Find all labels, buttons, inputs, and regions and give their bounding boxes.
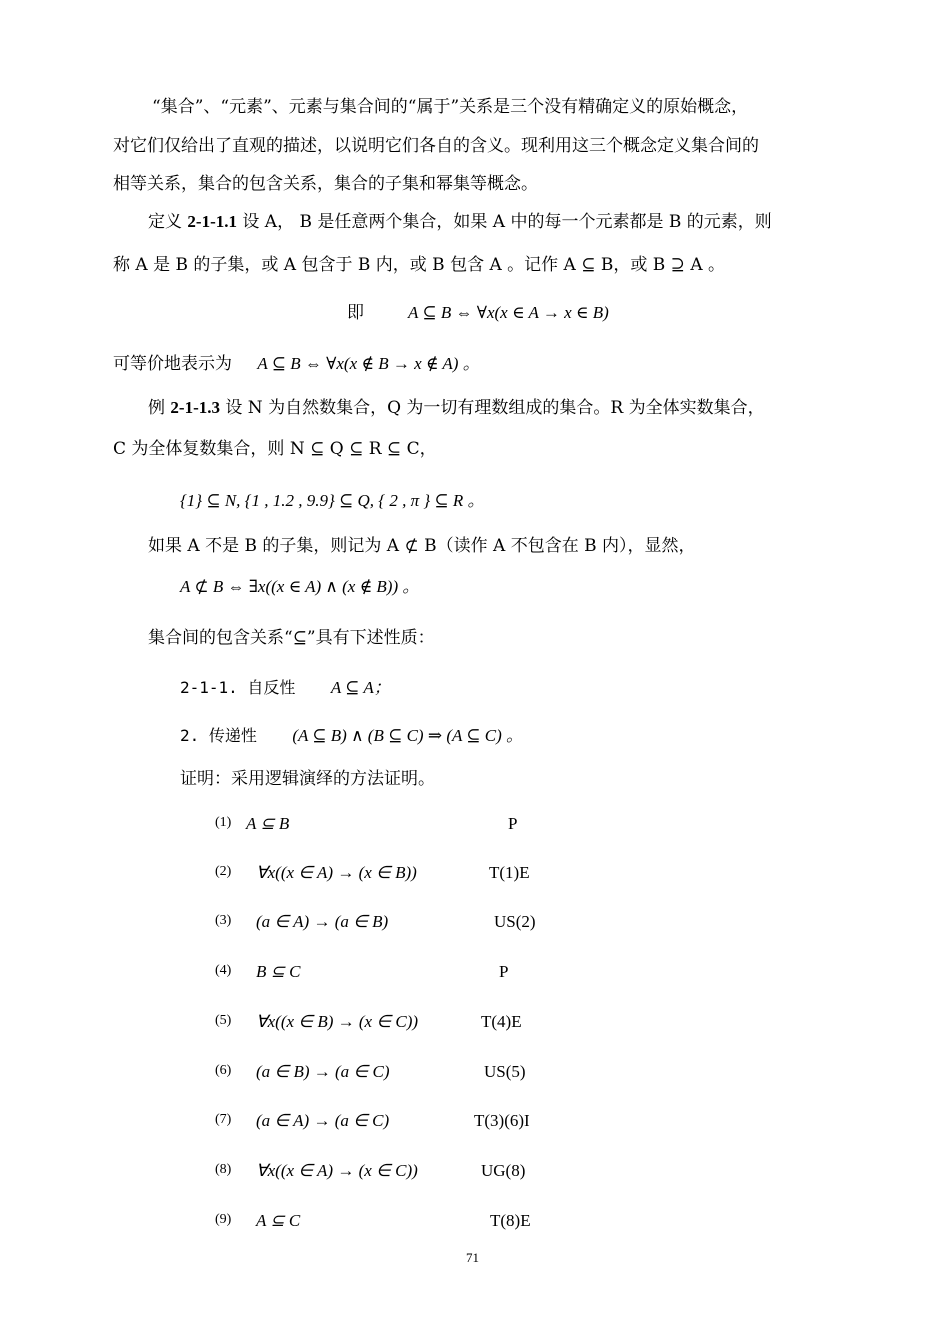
property-1-label: 2-1-1. 自反性 [180,678,296,697]
step-formula: ∀x((x ∈ B) → (x ∈ C)) [256,1012,419,1031]
step-number: (3) [215,913,232,928]
definition-prefix: 定义 [148,212,182,232]
equivalent-line [113,353,480,375]
intro-line-1: “集合”、“元素”、元素与集合间的“属于”关系是三个没有精确定义的原始概念， [152,97,749,117]
example-prefix: 例 [148,398,165,418]
equivalent-formula: A ⊆ B ⇔ ∀x(x ∉ B → x ∉ A) 。 [257,354,480,373]
definition-ji: 即 [347,303,364,323]
definition-line-2: 称 A 是 B 的子集，或 A 包含于 B 内，或 B 包含 A 。记作 A ⊆ B，或 B ⊇ A 。 [113,255,726,275]
step-number: (1) [215,815,232,830]
step-number: (4) [215,963,232,978]
property-2-formula: (A ⊆ B) ∧ (B ⊆ C) ⇒ (A ⊆ C) 。 [292,726,524,745]
step-reason: T(8)E [490,1211,531,1230]
page-number: 71 [466,1250,479,1265]
example-line-1 [148,397,765,419]
example-text: 设 N 为自然数集合，Q 为一切有理数组成的集合。R 为全体实数集合， [225,398,765,418]
step-number: (2) [215,864,232,879]
proof-intro: 证明：采用逻辑演绎的方法证明。 [180,769,435,789]
step-formula: A ⊆ B [246,814,290,833]
step-reason: US(5) [484,1062,526,1081]
step-formula: (a ∈ B) → (a ∈ C) [256,1062,390,1081]
definition-formula: A ⊆ B ⇔ ∀x(x ∈ A → x ∈ B) [408,303,609,322]
property-2-label: 2. 传递性 [180,726,257,745]
step-reason: US(2) [494,912,536,931]
step-number: (9) [215,1212,232,1227]
step-formula: (a ∈ A) → (a ∈ B) [256,912,389,931]
step-number: (6) [215,1063,232,1078]
example-number: 2-1-1.3 [170,398,220,417]
step-reason: T(4)E [481,1012,522,1031]
step-number: (5) [215,1013,232,1028]
step-number: (7) [215,1112,232,1127]
definition-number: 2-1-1.1 [187,212,237,231]
step-formula: ∀x((x ∈ A) → (x ∈ C)) [256,1161,418,1180]
step-reason: P [508,814,518,833]
step-number: (8) [215,1162,232,1177]
step-formula: ∀x((x ∈ A) → (x ∈ B)) [256,863,417,882]
equivalent-text: 可等价地表示为 [113,354,232,374]
property-2 [180,725,523,747]
definition-line-1 [148,211,772,233]
notsubset-line-2: A ⊄ B ⇔ ∃x((x ∈ A) ∧ (x ∉ B)) 。 [180,577,420,596]
notsubset-line-1: 如果 A 不是 B 的子集，则记为 A ⊄ B（读作 A 不包含在 B 内），显然， [148,536,696,556]
step-formula: B ⊆ C [256,962,301,981]
property-1-formula: A ⊆ A； [330,678,391,697]
step-formula: A ⊆ C [256,1211,301,1230]
step-reason: P [499,962,509,981]
intro-line-2: 对它们仅给出了直观的描述，以说明它们各自的含义。现利用这三个概念定义集合间的 [113,136,759,156]
step-formula: (a ∈ A) → (a ∈ C) [256,1111,390,1130]
step-reason: T(3)(6)I [474,1111,530,1130]
definition-text: 设 A， B 是任意两个集合，如果 A 中的每一个元素都是 B 的元素，则 [242,212,772,232]
step-reason: UG(8) [481,1161,526,1180]
intro-line-3: 相等关系，集合的包含关系，集合的子集和幂集等概念。 [113,174,538,194]
properties-heading: 集合间的包含关系“⊆”具有下述性质： [148,628,435,648]
property-1 [180,677,391,699]
step-reason: T(1)E [489,863,530,882]
example-line-3: {1} ⊆ N, {1 , 1.2 , 9.9} ⊆ Q, { 2 , π } ⊆ R 。 [180,491,485,510]
example-line-2: C 为全体复数集合，则 N ⊆ Q ⊆ R ⊆ C， [113,439,437,459]
